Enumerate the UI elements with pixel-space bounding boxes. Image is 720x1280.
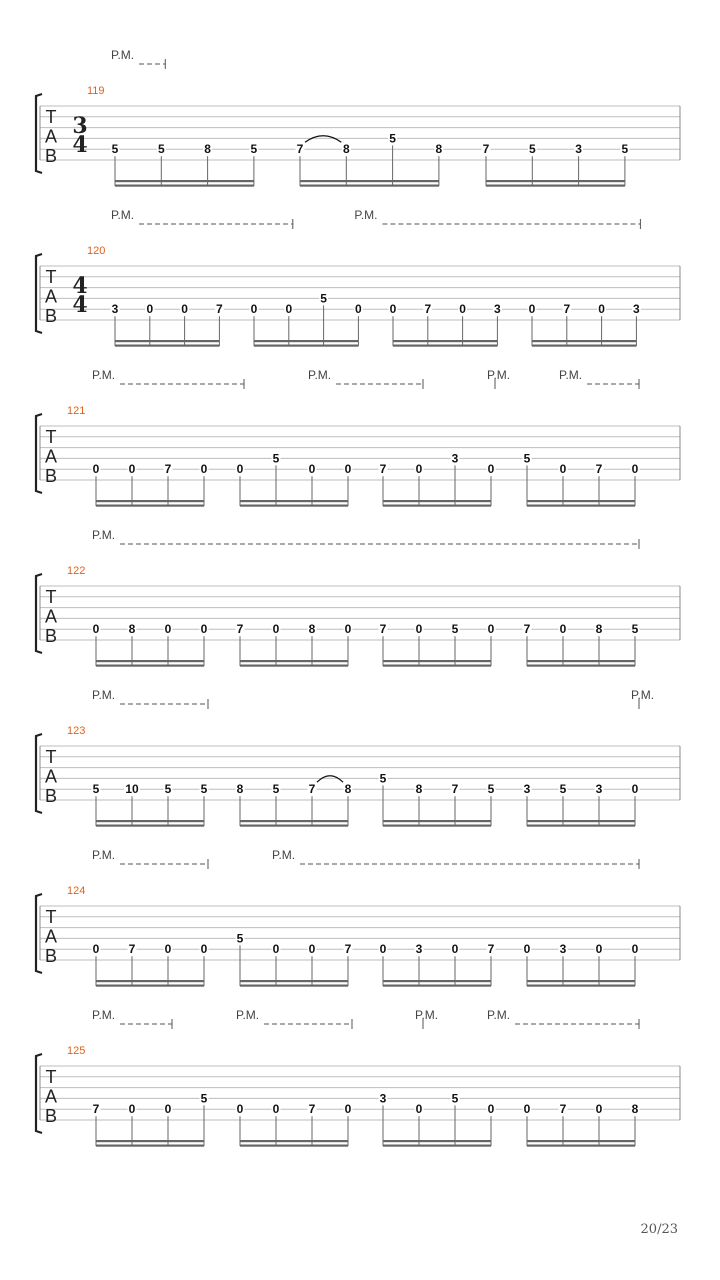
beam-primary [240,660,348,662]
fret-number: 0 [598,302,605,317]
beam-primary [527,1140,635,1142]
beam-secondary [240,985,348,987]
beam-secondary [527,985,635,987]
fret-number: 0 [631,782,639,797]
tab-clef-letter: T [45,427,57,447]
beam-secondary [383,985,491,987]
tab-clef-letter: A [44,926,58,947]
fret-number: 0 [181,302,188,317]
fret-number: 7 [595,462,603,477]
fret-number: 7 [92,1102,100,1117]
beam-primary [383,1140,491,1142]
tab-clef-letter: B [44,786,58,806]
palm-mute-label: P.M. [92,528,116,542]
beam-primary [240,820,348,822]
beam-secondary [96,825,204,827]
beam-primary [96,500,204,502]
fret-number: 0 [236,1102,244,1117]
fret-number: 7 [379,622,387,637]
beam-secondary [383,1145,491,1147]
fret-number: 0 [200,942,208,957]
fret-number: 8 [631,1102,639,1117]
beam-primary [527,500,635,502]
beam-primary [383,500,491,502]
fret-number: 0 [92,942,100,957]
fret-number: 0 [415,462,423,477]
fret-number: 3 [559,942,567,957]
fret-number: 0 [344,622,352,637]
fret-number: 0 [559,462,567,477]
time-signature-bottom: 4 [72,132,88,158]
tab-clef-letter: B [44,626,58,646]
fret-number: 5 [164,782,172,797]
fret-number: 0 [487,1102,495,1117]
tab-clef-letter: T [45,587,57,607]
beam-primary [383,660,491,662]
tab-clef-letter: T [45,907,57,927]
fret-number: 0 [272,1102,280,1117]
tab-clef-letter: A [44,126,58,147]
fret-number: 0 [272,622,280,637]
beam-primary [383,820,491,822]
beam-primary [527,660,635,662]
fret-number: 3 [415,942,423,957]
palm-mute-label: P.M. [92,848,116,862]
palm-mute-label: P.M. [236,1008,260,1022]
fret-number: 0 [128,462,136,477]
beam-primary [532,340,636,342]
fret-number: 5 [272,782,280,797]
fret-number: 5 [621,142,629,157]
fret-number: 0 [344,1102,352,1117]
beam-primary [240,980,348,982]
beam-primary [383,980,491,982]
fret-number: 0 [379,942,387,957]
tab-clef-letter: A [44,446,58,467]
fret-number: 5 [92,782,100,797]
beam-secondary [527,1145,635,1147]
palm-mute-label: P.M. [559,368,583,382]
palm-mute-label: P.M. [92,1008,116,1022]
fret-number: 5 [559,782,567,797]
measure-number: 122 [67,565,86,577]
fret-number: 0 [250,302,258,317]
fret-number: 5 [272,451,280,466]
fret-number: 0 [451,942,459,957]
fret-number: 10 [125,782,139,797]
fret-number: 0 [200,462,208,477]
fret-number: 5 [236,931,244,946]
tab-clef-letter: B [44,146,58,166]
time-signature-bottom: 4 [72,292,88,318]
beam-secondary [115,185,254,187]
fret-number: 0 [308,462,316,477]
beam-secondary [532,345,636,347]
fret-number: 0 [487,462,495,477]
palm-mute-label: P.M. [487,1008,511,1022]
fret-number: 0 [164,1102,172,1117]
tab-clef-letter: A [44,1086,58,1107]
beam-primary [115,340,219,342]
fret-number: 5 [200,1091,208,1106]
beam-secondary [240,825,348,827]
fret-number: 7 [344,942,352,957]
fret-number: 0 [164,942,172,957]
fret-number: 8 [435,142,443,157]
beam-secondary [240,665,348,667]
fret-number: 5 [157,142,165,157]
fret-number: 5 [389,131,396,146]
beam-secondary [527,505,635,507]
palm-mute-label: P.M. [111,48,135,62]
measure-number: 125 [67,1045,86,1057]
tab-clef-letter: A [44,766,58,787]
beam-primary [96,1140,204,1142]
fret-number: 7 [164,462,172,477]
fret-number: 8 [595,622,603,637]
tie-arc [317,776,343,783]
fret-number: 0 [355,302,362,317]
fret-number: 0 [308,942,316,957]
beam-secondary [486,185,625,187]
fret-number: 8 [342,142,350,157]
fret-number: 7 [128,942,136,957]
beam-primary [240,500,348,502]
tab-clef-letter: B [44,1106,58,1126]
beam-primary [527,820,635,822]
fret-number: 5 [487,782,495,797]
measure-number: 119 [87,85,105,97]
fret-number: 8 [308,622,316,637]
fret-number: 0 [236,462,244,477]
beam-secondary [393,345,497,347]
fret-number: 0 [272,942,280,957]
fret-number: 0 [146,302,154,317]
fret-number: 7 [379,462,387,477]
fret-number: 7 [563,302,571,317]
page-number: 20/23 [640,1222,678,1237]
beam-secondary [240,1145,348,1147]
palm-mute-label: P.M. [354,208,378,222]
fret-number: 0 [523,1102,531,1117]
fret-number: 5 [200,782,208,797]
fret-number: 5 [451,622,459,637]
beam-primary [96,660,204,662]
palm-mute-label: P.M. [487,368,511,382]
palm-mute-label: P.M. [92,368,116,382]
beam-primary [115,180,254,182]
fret-number: 8 [204,142,211,157]
fret-number: 0 [344,462,352,477]
fret-number: 7 [424,302,432,317]
fret-number: 7 [296,142,304,157]
fret-number: 0 [595,942,603,957]
fret-number: 7 [216,302,223,317]
palm-mute-label: P.M. [308,368,332,382]
measure-number: 121 [67,405,86,417]
fret-number: 3 [379,1091,387,1106]
beam-primary [254,340,358,342]
fret-number: 0 [559,622,567,637]
fret-number: 7 [559,1102,567,1117]
fret-number: 7 [451,782,459,797]
tab-clef-letter: T [45,107,57,127]
beam-secondary [527,825,635,827]
beam-secondary [240,505,348,507]
beam-secondary [96,985,204,987]
fret-number: 7 [236,622,244,637]
beam-secondary [383,505,491,507]
fret-number: 8 [236,782,244,797]
tab-clef-letter: B [44,466,58,486]
time-signature-top: 3 [72,113,88,139]
fret-number: 3 [494,302,501,317]
tab-clef-letter: B [44,946,58,966]
beam-secondary [96,505,204,507]
fret-number: 0 [200,622,208,637]
fret-number: 0 [415,622,423,637]
fret-number: 0 [523,942,531,957]
fret-number: 0 [389,302,397,317]
palm-mute-label: P.M. [111,208,135,222]
fret-number: 8 [128,622,136,637]
palm-mute-label: P.M. [92,688,116,702]
beam-primary [96,980,204,982]
time-signature-top: 4 [72,273,88,299]
tab-clef-letter: A [44,606,58,627]
fret-number: 7 [487,942,495,957]
beam-primary [300,180,439,182]
fret-number: 7 [308,1102,316,1117]
fret-number: 5 [379,771,387,786]
fret-number: 0 [528,302,536,317]
fret-number: 5 [631,622,639,637]
palm-mute-label: P.M. [631,688,655,702]
beam-secondary [300,185,439,187]
fret-number: 7 [482,142,490,157]
palm-mute-label: P.M. [415,1008,439,1022]
palm-mute-label: P.M. [272,848,296,862]
fret-number: 0 [92,462,100,477]
fret-number: 0 [128,1102,136,1117]
measure-number: 123 [67,725,86,737]
fret-number: 3 [633,302,640,317]
fret-number: 5 [320,291,327,306]
tab-clef-letter: T [45,1067,57,1087]
fret-number: 0 [415,1102,423,1117]
fret-number: 5 [250,142,258,157]
beam-secondary [96,665,204,667]
fret-number: 8 [415,782,423,797]
fret-number: 0 [487,622,495,637]
beam-primary [240,1140,348,1142]
beam-primary [486,180,625,182]
fret-number: 5 [111,142,119,157]
fret-number: 0 [631,942,639,957]
tie-arc [305,136,341,143]
tab-clef-letter: A [44,286,58,307]
tab-clef-letter: T [45,267,57,287]
tab-clef-letter: B [44,306,58,326]
beam-primary [527,980,635,982]
fret-number: 5 [523,451,531,466]
fret-number: 3 [595,782,603,797]
beam-secondary [254,345,358,347]
measure-number: 124 [67,885,86,897]
beam-secondary [96,1145,204,1147]
fret-number: 3 [451,451,459,466]
fret-number: 0 [164,622,172,637]
beam-secondary [527,665,635,667]
fret-number: 0 [459,302,466,317]
fret-number: 0 [285,302,293,317]
beam-primary [393,340,497,342]
fret-number: 7 [523,622,531,637]
fret-number: 3 [575,142,582,157]
beam-secondary [115,345,219,347]
fret-number: 5 [451,1091,459,1106]
fret-number: 0 [631,462,639,477]
beam-secondary [383,665,491,667]
fret-number: 3 [523,782,531,797]
fret-number: 5 [528,142,536,157]
tab-clef-letter: T [45,747,57,767]
measure-number: 120 [87,245,106,257]
beam-primary [96,820,204,822]
beam-secondary [383,825,491,827]
fret-number: 0 [92,622,100,637]
fret-number: 0 [595,1102,603,1117]
fret-number: 7 [308,782,316,797]
fret-number: 8 [344,782,352,797]
fret-number: 3 [111,302,119,317]
